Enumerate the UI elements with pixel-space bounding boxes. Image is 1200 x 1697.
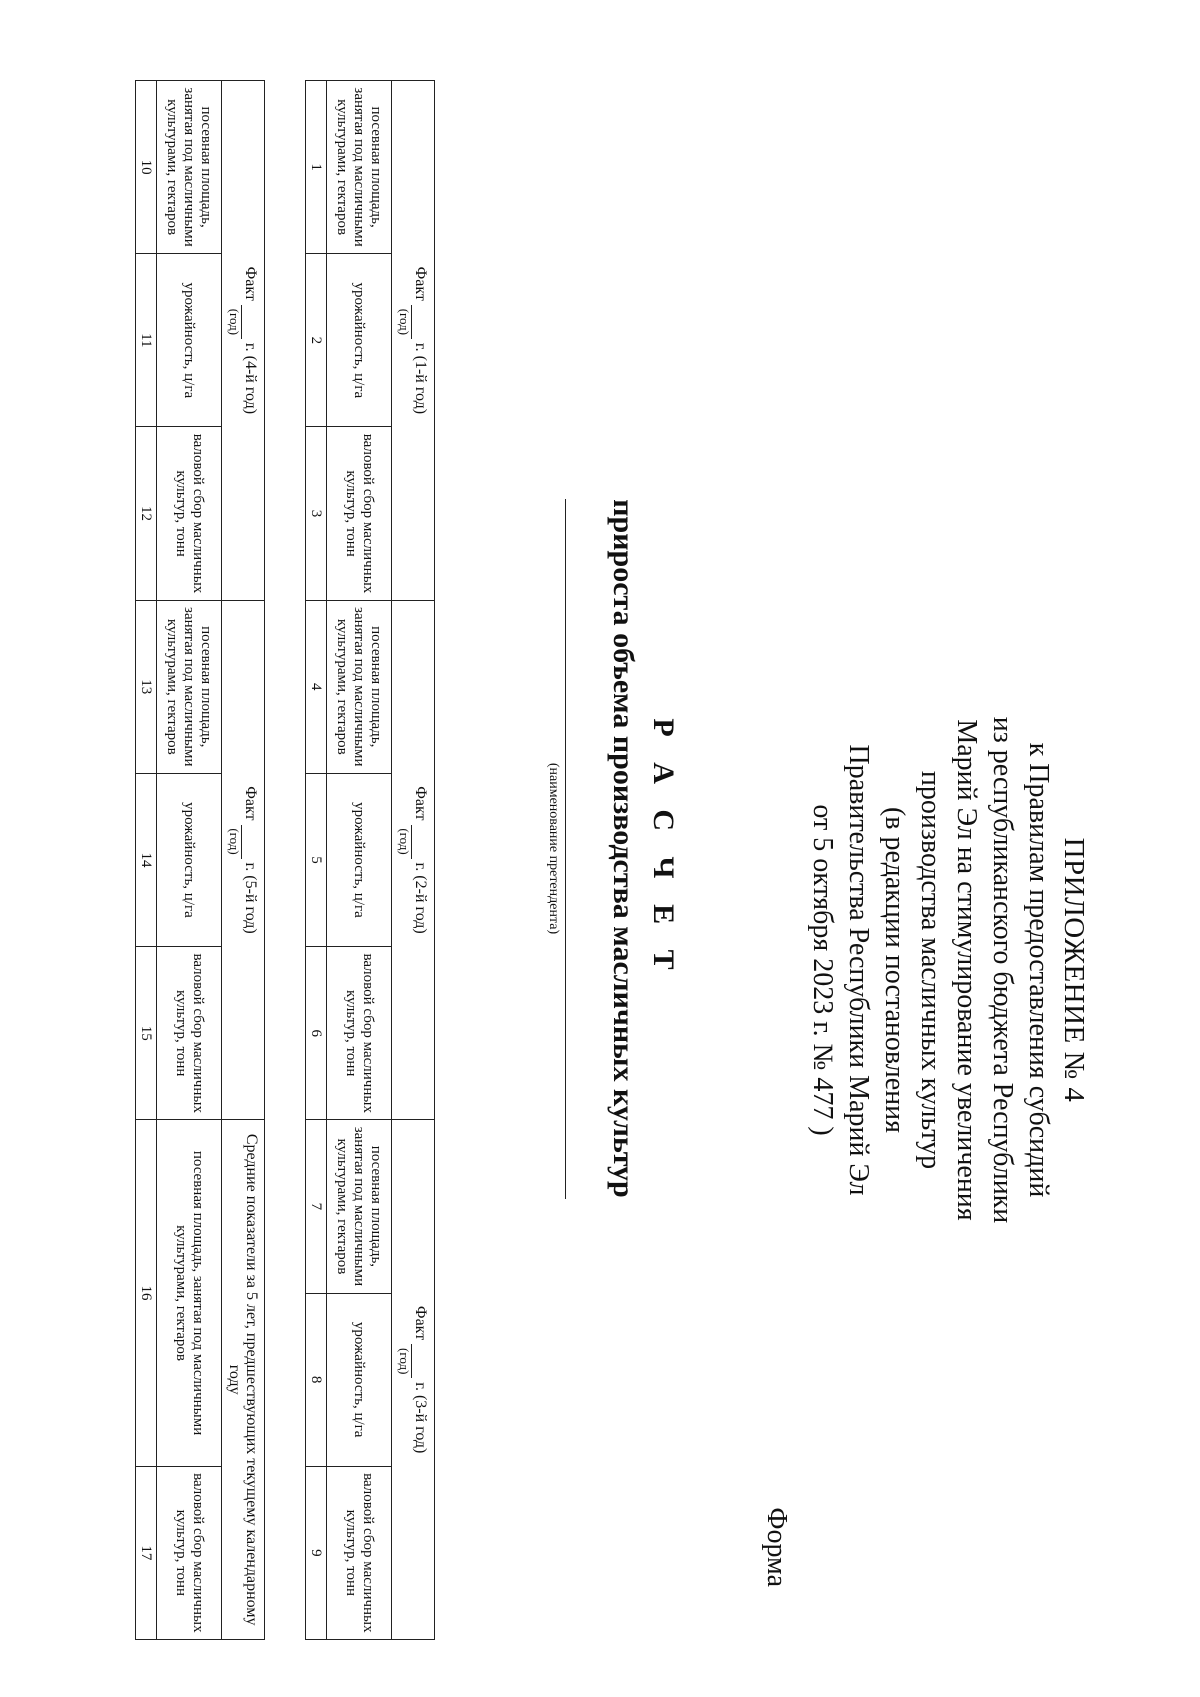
year-blank <box>411 305 429 339</box>
appendix-line: (в редакции постановления <box>879 806 910 1134</box>
group-cell-year-1 <box>392 81 435 601</box>
column-number: 7 <box>306 1120 327 1293</box>
calc-table-years-1-3 <box>305 80 435 1640</box>
column-header: валовой сбор масличных культур, тонн <box>327 427 392 600</box>
fact-word: Факт <box>242 786 259 821</box>
group-cell-year-4 <box>222 81 265 601</box>
year-blank <box>241 825 259 859</box>
appendix-line: Марий Эл на стимулирование увеличения <box>951 719 982 1221</box>
year-caption: (год) <box>227 828 242 855</box>
column-header: посевная площадь, занятая под масличными культурами, гектаров <box>157 81 222 254</box>
year-caption: (год) <box>397 828 412 855</box>
calc-table-years-4-5-avg <box>135 80 265 1640</box>
group-cell-year-3 <box>392 1120 435 1640</box>
fact-word: Факт <box>412 1305 429 1341</box>
column-header: урожайность, ц/га <box>327 1293 392 1466</box>
table-number-row <box>306 81 327 1640</box>
column-number: 4 <box>306 600 327 773</box>
fact-word: Факт <box>412 266 429 301</box>
table-group-row <box>222 81 265 1640</box>
column-header: урожайность, ц/га <box>327 773 392 946</box>
year-suffix: г. (3-й год) <box>412 1382 429 1454</box>
year-blank <box>411 825 429 859</box>
column-number: 14 <box>136 773 157 946</box>
column-number: 17 <box>136 1466 157 1639</box>
appendix-line: к Правилам предоставления субсидий <box>1023 742 1054 1198</box>
column-number: 13 <box>136 600 157 773</box>
table-group-row <box>392 81 435 1640</box>
column-number: 2 <box>306 254 327 427</box>
fact-word: Факт <box>242 266 259 301</box>
column-number: 16 <box>136 1120 157 1466</box>
year-caption: (год) <box>227 308 242 336</box>
column-number: 3 <box>306 427 327 600</box>
year-suffix: г. (1-й год) <box>412 342 429 415</box>
title-block <box>545 0 680 1697</box>
appendix-line: производства масличных культур <box>915 770 946 1170</box>
column-header: посевная площадь, занятая под масличными культурами, гектаров <box>157 1120 222 1466</box>
group-cell-year-2 <box>392 600 435 1120</box>
year-suffix: г. (2-й год) <box>412 862 429 934</box>
column-header: посевная площадь, занятая под масличными культурами, гектаров <box>327 600 392 773</box>
group-cell-year-5 <box>222 600 265 1120</box>
column-header: валовой сбор масличных культур, тонн <box>157 427 222 600</box>
column-header: урожайность, ц/га <box>327 254 392 427</box>
year-caption: (год) <box>397 308 412 336</box>
applicant-name-line <box>565 499 566 1199</box>
fact-word: Факт <box>412 786 429 821</box>
column-header: посевная площадь, занятая под масличными культурами, гектаров <box>327 1120 392 1293</box>
column-header: валовой сбор масличных культур, тонн <box>327 1466 392 1639</box>
appendix-line: от 5 октября 2023 г. № 477 ) <box>807 804 838 1136</box>
column-header: валовой сбор масличных культур, тонн <box>327 947 392 1120</box>
year-blank <box>411 1344 429 1378</box>
appendix-line: из республиканского бюджета Республики <box>987 716 1018 1224</box>
column-number: 9 <box>306 1466 327 1639</box>
table-header-row <box>157 81 222 1640</box>
column-header: валовой сбор масличных культур, тонн <box>157 1466 222 1639</box>
table-number-row <box>136 81 157 1640</box>
year-caption: (год) <box>397 1348 412 1375</box>
column-number: 6 <box>306 947 327 1120</box>
column-number: 12 <box>136 427 157 600</box>
column-header: посевная площадь, занятая под масличными культурами, гектаров <box>157 600 222 773</box>
applicant-caption: (наименование претендента) <box>546 762 561 935</box>
column-number: 8 <box>306 1293 327 1466</box>
form-label: Форма <box>761 1507 792 1587</box>
column-number: 5 <box>306 773 327 946</box>
document-subtitle: прироста объема производства масличных культур <box>607 499 640 1198</box>
year-suffix: г. (4-й год) <box>242 342 259 415</box>
appendix-line: Правительства Республики Марий Эл <box>843 744 874 1196</box>
column-header: урожайность, ц/га <box>157 773 222 946</box>
column-header: валовой сбор масличных культур, тонн <box>157 947 222 1120</box>
year-suffix: г. (5-й год) <box>242 862 259 934</box>
document-title: Р А С Ч Е Т <box>647 718 680 979</box>
group-cell-average: Средние показатели за 5 лет, предшествующих текущему календарному году <box>222 1120 265 1640</box>
column-number: 11 <box>136 254 157 427</box>
appendix-heading: ПРИЛОЖЕНИЕ № 4 <box>1058 837 1090 1103</box>
column-header: посевная площадь, занятая под масличными культурами, гектаров <box>327 81 392 254</box>
column-number: 10 <box>136 81 157 254</box>
column-number: 1 <box>306 81 327 254</box>
column-number: 15 <box>136 947 157 1120</box>
table-header-row <box>327 81 392 1640</box>
year-blank <box>241 305 259 339</box>
column-header: урожайность, ц/га <box>157 254 222 427</box>
appendix-block <box>804 590 1092 1350</box>
